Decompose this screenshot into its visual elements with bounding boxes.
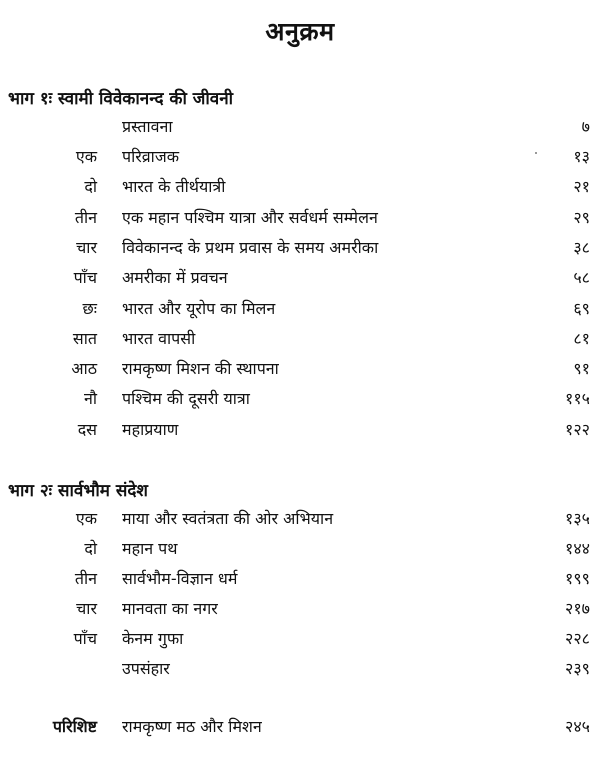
chapter-number: एक xyxy=(75,147,97,166)
chapter-title: अमरीका में प्रवचन xyxy=(122,268,228,287)
page-number: २१ xyxy=(573,177,590,196)
chapter-title: भारत और यूरोप का मिलन xyxy=(122,299,276,318)
chapter-number: नौ xyxy=(83,389,97,408)
page-number: २२८ xyxy=(565,629,590,648)
chapter-title: महान पथ xyxy=(122,539,178,558)
chapter-title: सार्वभौम-विज्ञान धर्म xyxy=(122,569,238,588)
chapter-number: दस xyxy=(77,420,97,439)
toc-row xyxy=(0,504,600,534)
chapter-title: परिव्राजक xyxy=(122,147,179,166)
chapter-number: दो xyxy=(84,177,97,196)
toc-row xyxy=(0,112,600,142)
toc-row xyxy=(0,263,600,293)
page-number: १२२ xyxy=(565,420,590,439)
toc-row xyxy=(0,172,600,202)
chapter-number: आठ xyxy=(71,359,97,378)
page-number: ११५ xyxy=(565,389,590,408)
toc-row xyxy=(0,142,600,172)
toc-row xyxy=(0,564,600,594)
toc-row xyxy=(0,415,600,445)
appendix-row xyxy=(0,712,600,742)
chapter-number: चार xyxy=(76,238,97,257)
page-number: ७ xyxy=(581,117,590,136)
chapter-number: पाँच xyxy=(73,629,97,648)
page-number: ५८ xyxy=(573,268,590,287)
toc-row xyxy=(0,384,600,414)
page-title: अनुक्रम xyxy=(265,17,335,46)
toc-row xyxy=(0,354,600,384)
chapter-title: भारत के तीर्थयात्री xyxy=(122,177,226,196)
toc-row xyxy=(0,233,600,263)
chapter-title: माया और स्वतंत्रता की ओर अभियान xyxy=(122,509,334,528)
chapter-number: पाँच xyxy=(73,268,97,287)
appendix-label: परिशिष्ट xyxy=(52,717,97,736)
chapter-title: केनम गुफा xyxy=(122,629,184,648)
part-2-heading: भाग २ः सार्वभौम संदेश xyxy=(8,481,148,501)
part-1-heading: भाग १ः स्वामी विवेकानन्द की जीवनी xyxy=(8,89,234,109)
chapter-title: रामकृष्ण मिशन की स्थापना xyxy=(122,359,279,378)
page-number: २१७ xyxy=(565,599,590,618)
toc-row xyxy=(0,594,600,624)
chapter-title: विवेकानन्द के प्रथम प्रवास के समय अमरीका xyxy=(122,238,379,257)
toc-row xyxy=(0,534,600,564)
chapter-title: भारत वापसी xyxy=(122,329,196,348)
chapter-number: दो xyxy=(84,539,97,558)
toc-row xyxy=(0,294,600,324)
chapter-number: तीन xyxy=(74,569,97,588)
chapter-title: उपसंहार xyxy=(122,659,170,678)
page-number: ६९ xyxy=(573,299,590,318)
chapter-number: एक xyxy=(75,509,97,528)
chapter-title: मानवता का नगर xyxy=(122,599,218,618)
page-number: ३८ xyxy=(573,238,590,257)
print-speck xyxy=(535,152,537,154)
chapter-number: छः xyxy=(82,299,97,318)
page-number: १९९ xyxy=(565,569,590,588)
page-number: १३५ xyxy=(565,509,590,528)
chapter-number: चार xyxy=(76,599,97,618)
page-number: ९१ xyxy=(573,359,590,378)
page-number: ८१ xyxy=(573,329,590,348)
page-number: १४४ xyxy=(565,539,590,558)
chapter-title: एक महान पश्चिम यात्रा और सर्वधर्म सम्मेलन xyxy=(122,208,378,227)
page-number: २९ xyxy=(573,208,590,227)
chapter-title: पश्चिम की दूसरी यात्रा xyxy=(122,389,250,408)
page-number: २३९ xyxy=(565,659,590,678)
chapter-title: रामकृष्ण मठ और मिशन xyxy=(122,717,262,736)
chapter-number: तीन xyxy=(74,208,97,227)
chapter-title: प्रस्तावना xyxy=(122,117,173,136)
toc-row xyxy=(0,324,600,354)
page-number: १३ xyxy=(573,147,590,166)
toc-row xyxy=(0,654,600,684)
chapter-title: महाप्रयाण xyxy=(122,420,179,439)
toc-row xyxy=(0,624,600,654)
toc-row xyxy=(0,203,600,233)
chapter-number: सात xyxy=(72,329,97,348)
page-number: २४५ xyxy=(565,717,590,736)
